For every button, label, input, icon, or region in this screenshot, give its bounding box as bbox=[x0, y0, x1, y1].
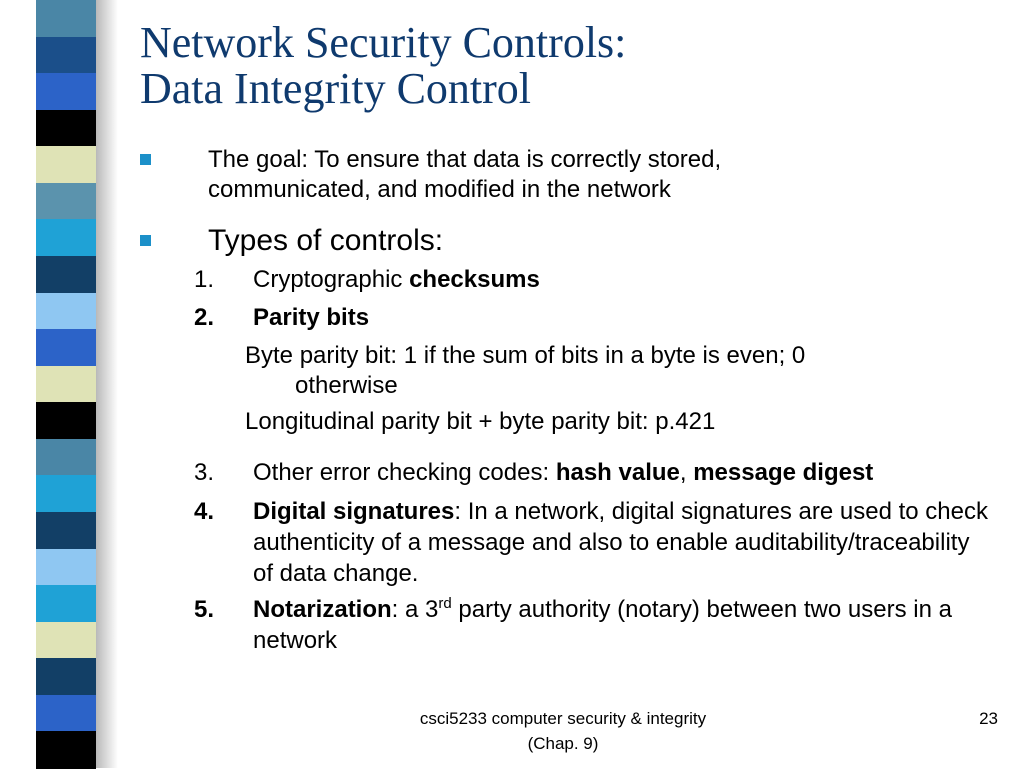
item-bold: Parity bits bbox=[253, 304, 370, 331]
item-text: Other error checking codes: bbox=[253, 459, 556, 486]
types-bullet bbox=[140, 224, 443, 258]
item-bold: message digest bbox=[693, 459, 874, 486]
stripe-segment bbox=[36, 585, 96, 623]
stripe-segment bbox=[36, 73, 96, 111]
stripe-segment bbox=[36, 475, 96, 513]
goal-text: The goal: To ensure that data is correctly stored, communicated, and modified in the network bbox=[208, 146, 722, 203]
item-bold: Digital signatures bbox=[253, 498, 455, 525]
stripe-segment bbox=[36, 549, 96, 587]
list-item-2 bbox=[194, 302, 1004, 333]
stripe-segment bbox=[36, 439, 96, 477]
stripe-segment bbox=[36, 402, 96, 440]
stripe-segment bbox=[36, 146, 96, 184]
title-line-2: Data Integrity Control bbox=[140, 64, 532, 113]
item-text: Cryptographic bbox=[253, 266, 410, 293]
list-item-1 bbox=[194, 264, 1004, 295]
stripe-segment bbox=[36, 37, 96, 75]
decorative-stripe-bar bbox=[0, 0, 118, 768]
stripe-segment bbox=[36, 329, 96, 367]
stripe-segment bbox=[36, 658, 96, 696]
list-item-5 bbox=[194, 594, 1004, 656]
stripe-shadow bbox=[96, 0, 118, 768]
types-heading: Types of controls: bbox=[208, 224, 444, 257]
stripe-segment bbox=[36, 512, 96, 550]
stripe-segment bbox=[36, 256, 96, 294]
stripe-segment bbox=[36, 0, 96, 38]
stripe-segment bbox=[36, 219, 96, 257]
sub-text: Longitudinal parity bit + byte parity bit: p.421 bbox=[245, 408, 716, 435]
sub-text-continued: otherwise bbox=[295, 372, 398, 399]
square-bullet-icon bbox=[140, 235, 151, 246]
stripe-segment bbox=[36, 366, 96, 404]
superscript: rd bbox=[438, 595, 452, 612]
sub-text: Byte parity bit: 1 if the sum of bits in a byte is even; 0 bbox=[245, 342, 806, 369]
item-number: 4. bbox=[194, 498, 215, 525]
stripe-segment bbox=[36, 731, 96, 769]
list-item-3 bbox=[194, 457, 1004, 488]
item-number: 2. bbox=[194, 304, 215, 331]
item-number: 3. bbox=[194, 459, 215, 486]
parity-sub-item-2 bbox=[245, 407, 975, 437]
item-text: party authority (notary) between two users in a network bbox=[253, 596, 952, 654]
item-bold: Notarization bbox=[253, 596, 392, 623]
square-bullet-icon bbox=[140, 154, 151, 165]
footer-course: csci5233 computer security & integrity (Chap. 9) bbox=[419, 709, 707, 753]
list-item-4 bbox=[194, 496, 1004, 589]
slide-title bbox=[140, 20, 626, 112]
item-number: 1. bbox=[194, 266, 215, 293]
stripe-segment bbox=[36, 622, 96, 660]
stripe-segment bbox=[36, 110, 96, 148]
item-text: : a 3 bbox=[391, 596, 439, 623]
stripe-segment bbox=[36, 695, 96, 733]
item-separator: , bbox=[679, 459, 694, 486]
item-bold: checksums bbox=[409, 266, 540, 293]
stripe-segment bbox=[36, 293, 96, 331]
parity-sub-item-1 bbox=[245, 341, 975, 401]
stripe-segment bbox=[36, 183, 96, 221]
item-number: 5. bbox=[194, 596, 215, 623]
goal-bullet bbox=[140, 145, 848, 205]
page-number: 23 bbox=[979, 709, 998, 728]
title-line-1: Network Security Controls: bbox=[140, 18, 627, 67]
item-text: : In a network, digital signatures are used to check authenticity of a message and also to enable auditability/traceability of data change. bbox=[253, 498, 988, 587]
item-bold: hash value bbox=[555, 459, 680, 486]
